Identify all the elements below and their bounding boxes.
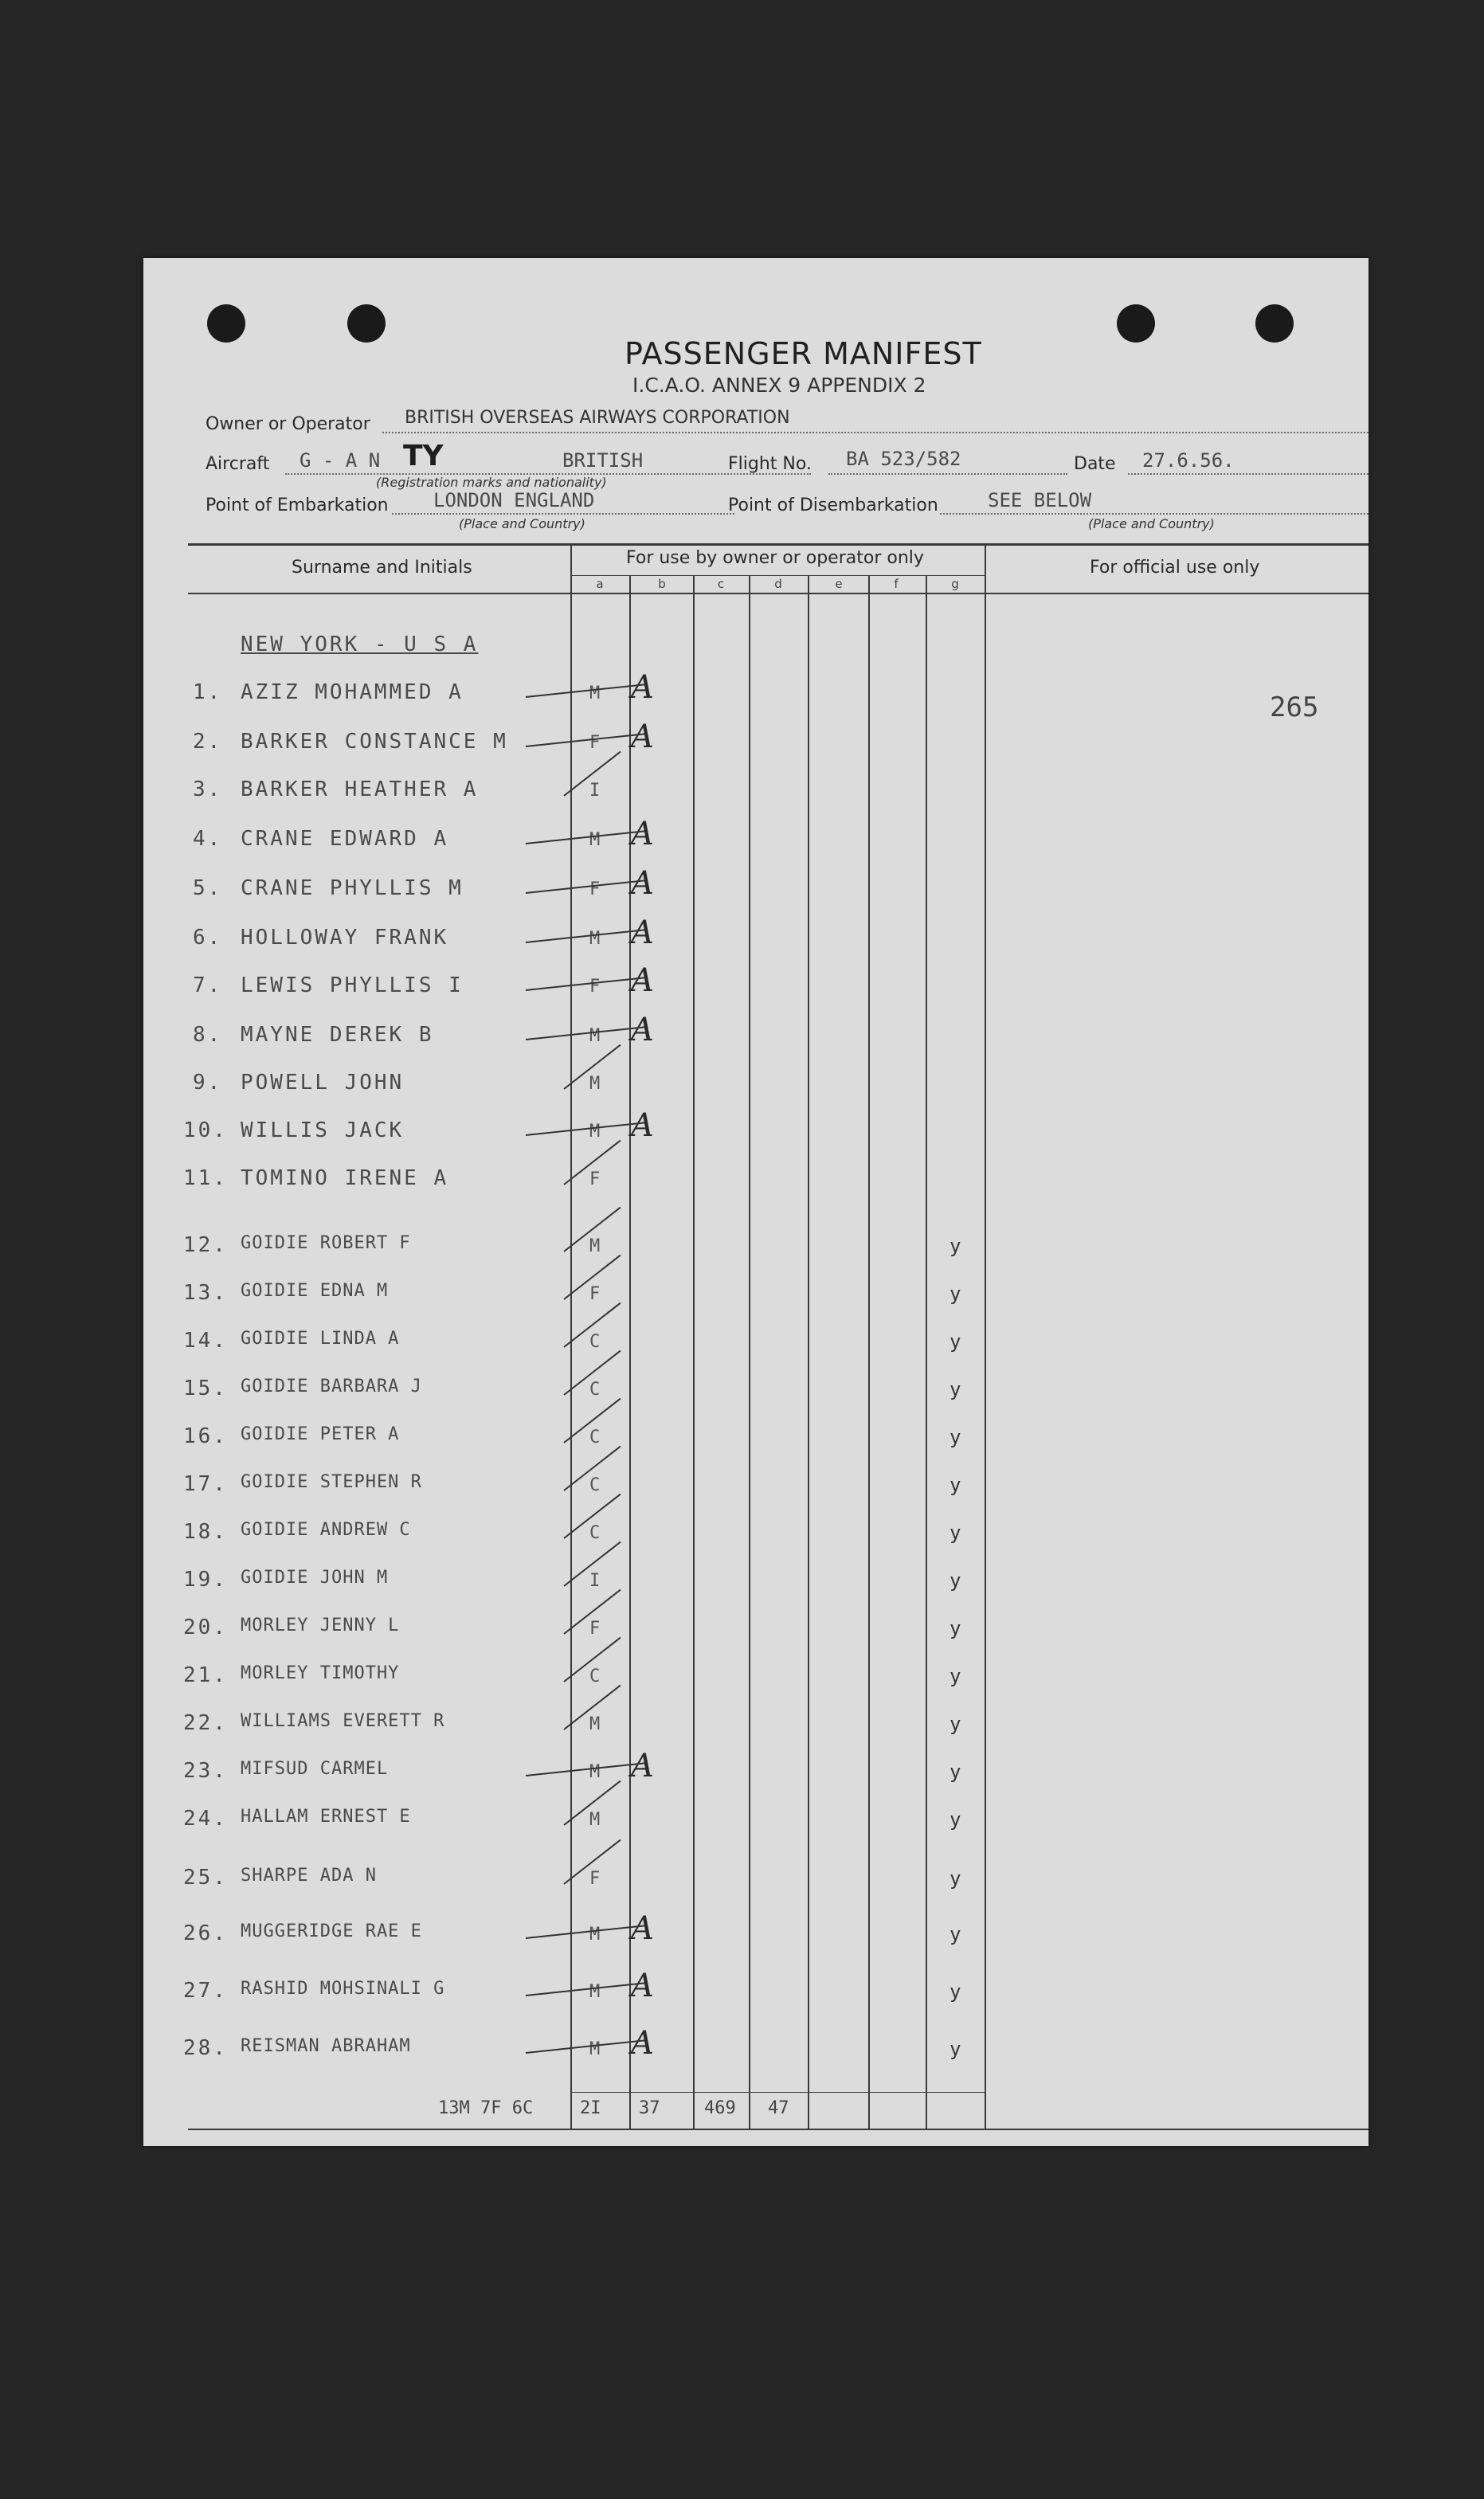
- tick-stroke: [563, 1446, 621, 1491]
- column-g-value: y: [950, 1235, 961, 1257]
- handwritten-mark: A: [631, 2025, 654, 2062]
- aircraft-value: G - A N: [300, 449, 381, 472]
- passenger-name: GOIDIE EDNA M: [241, 1281, 389, 1301]
- handwritten-mark: A: [631, 1012, 654, 1048]
- row-number: 1.: [193, 680, 223, 704]
- sex-code: I: [589, 781, 601, 801]
- tick-stroke: [563, 1398, 621, 1443]
- column-g-value: y: [950, 1474, 961, 1496]
- handwritten-mark: A: [631, 1107, 654, 1144]
- sex-code: I: [589, 1571, 601, 1591]
- column-g-value: y: [950, 1522, 961, 1544]
- row-number: 4.: [193, 827, 223, 851]
- row-number: 21.: [183, 1663, 228, 1687]
- sex-code: M: [589, 2039, 601, 2059]
- subcol-e: e: [835, 577, 843, 591]
- passenger-name: GOIDIE BARBARA J: [241, 1377, 422, 1396]
- row-number: 26.: [183, 1921, 228, 1945]
- sex-code: M: [589, 684, 601, 703]
- flight-label: Flight No.: [728, 454, 812, 474]
- row-number: 6.: [193, 926, 223, 950]
- date-label: Date: [1074, 454, 1116, 474]
- tick-stroke: [563, 1780, 621, 1826]
- manifest-subtitle: I.C.A.O. ANNEX 9 APPENDIX 2: [632, 374, 926, 397]
- sex-code: M: [589, 1074, 601, 1094]
- sex-code: F: [589, 1869, 601, 1889]
- tick-stroke: [526, 1026, 644, 1040]
- totals-b: 37: [639, 2098, 660, 2118]
- column-g-value: y: [950, 1980, 961, 2003]
- tick-stroke: [563, 1255, 621, 1300]
- subcol-d: d: [774, 577, 782, 591]
- col-official-header: For official use only: [1090, 558, 1260, 578]
- col-owner-header: For use by owner or operator only: [626, 548, 924, 568]
- passenger-name: TOMINO IRENE A: [241, 1166, 449, 1190]
- disembarkation-value: SEE BELOW: [988, 489, 1092, 511]
- tick-stroke: [526, 1122, 644, 1136]
- tick-stroke: [563, 1302, 621, 1348]
- column-g-value: y: [950, 1330, 961, 1353]
- passenger-name: BARKER CONSTANCE M: [241, 730, 508, 754]
- handwritten-mark: A: [631, 719, 654, 755]
- handwritten-mark: A: [631, 669, 654, 706]
- handwritten-mark: A: [631, 816, 654, 852]
- row-number: 3.: [193, 778, 223, 801]
- row-number: 27.: [183, 1979, 228, 2003]
- passenger-name: REISMAN ABRAHAM: [241, 2036, 411, 2056]
- passenger-name: MORLEY JENNY L: [241, 1616, 400, 1635]
- sex-code: M: [589, 1925, 601, 1945]
- passenger-name: RASHID MOHSINALI G: [241, 1979, 445, 1999]
- column-g-value: y: [950, 1808, 961, 1831]
- sex-code: C: [589, 1380, 601, 1400]
- row-number: 16.: [183, 1424, 228, 1448]
- totals-summary: 13M 7F 6C: [438, 2098, 534, 2118]
- row-number: 28.: [183, 2036, 228, 2060]
- passenger-name: GOIDIE JOHN M: [241, 1568, 389, 1588]
- disembarkation-note: (Place and Country): [1088, 516, 1215, 531]
- tick-stroke: [563, 1589, 621, 1635]
- column-g-value: y: [950, 1617, 961, 1639]
- column-g-value: y: [950, 1665, 961, 1687]
- column-g-value: y: [950, 1761, 961, 1783]
- official-number: 265: [1270, 691, 1319, 723]
- passenger-name: HALLAM ERNEST E: [241, 1807, 411, 1827]
- sex-code: C: [589, 1475, 601, 1495]
- passenger-name: MORLEY TIMOTHY: [241, 1663, 400, 1683]
- handwritten-mark: A: [631, 865, 654, 902]
- passenger-name: WILLIAMS EVERETT R: [241, 1711, 445, 1731]
- passenger-name: MUGGERIDGE RAE E: [241, 1921, 422, 1941]
- totals-c: 469: [704, 2098, 736, 2118]
- row-number: 10.: [183, 1118, 228, 1142]
- row-number: 8.: [193, 1023, 223, 1047]
- subcol-f: f: [894, 577, 899, 591]
- tick-stroke: [563, 1541, 621, 1587]
- owner-value: BRITISH OVERSEAS AIRWAYS CORPORATION: [405, 408, 790, 428]
- passenger-name: BARKER HEATHER A: [241, 778, 479, 801]
- sex-code: F: [589, 1284, 601, 1304]
- column-g-value: y: [950, 1713, 961, 1735]
- row-number: 25.: [183, 1866, 228, 1890]
- sex-code: M: [589, 1236, 601, 1256]
- passenger-name: CRANE EDWARD A: [241, 827, 449, 851]
- embarkation-note: (Place and Country): [459, 516, 585, 531]
- sex-code: C: [589, 1667, 601, 1686]
- tick-stroke: [563, 1207, 621, 1252]
- sex-code: C: [589, 1332, 601, 1352]
- sex-code: M: [589, 1122, 601, 1142]
- handwritten-mark: A: [631, 1968, 654, 2004]
- subcol-g: g: [951, 577, 959, 591]
- nationality-value: BRITISH: [562, 449, 644, 472]
- tick-stroke: [526, 929, 644, 943]
- tick-stroke: [563, 1044, 621, 1090]
- passenger-name: GOIDIE ANDREW C: [241, 1520, 411, 1540]
- row-number: 17.: [183, 1472, 228, 1496]
- row-number: 24.: [183, 1807, 228, 1831]
- subcol-a: a: [596, 577, 604, 591]
- subcol-b: b: [658, 577, 666, 591]
- row-number: 7.: [193, 973, 223, 997]
- tick-stroke: [526, 977, 644, 991]
- tick-stroke: [563, 1140, 621, 1185]
- sex-code: F: [589, 733, 601, 753]
- passenger-name: MIFSUD CARMEL: [241, 1759, 389, 1779]
- totals-a: 2I: [580, 2098, 601, 2118]
- embarkation-value: LONDON ENGLAND: [433, 489, 595, 511]
- passenger-name: GOIDIE STEPHEN R: [241, 1472, 422, 1492]
- date-value: 27.6.56.: [1142, 449, 1235, 472]
- row-number: 20.: [183, 1616, 228, 1639]
- row-number: 22.: [183, 1711, 228, 1735]
- tick-stroke: [563, 1839, 621, 1885]
- sex-code: M: [589, 830, 601, 850]
- sex-code: C: [589, 1428, 601, 1447]
- passenger-name: LEWIS PHYLLIS I: [241, 973, 464, 997]
- column-g-value: y: [950, 1569, 961, 1592]
- sex-code: M: [589, 1762, 601, 1782]
- row-number: 19.: [183, 1568, 228, 1592]
- passenger-name: AZIZ MOHAMMED A: [241, 680, 464, 704]
- passenger-name: POWELL JOHN: [241, 1071, 405, 1095]
- column-g-value: y: [950, 1923, 961, 1945]
- handwritten-mark: A: [631, 915, 654, 951]
- registration-note: (Registration marks and nationality): [376, 475, 607, 490]
- totals-d: 47: [768, 2098, 789, 2118]
- row-number: 14.: [183, 1329, 228, 1353]
- tick-stroke: [526, 879, 644, 894]
- row-number: 18.: [183, 1520, 228, 1544]
- tick-stroke: [526, 684, 644, 698]
- tick-stroke: [526, 1762, 644, 1776]
- owner-label: Owner or Operator: [206, 414, 370, 434]
- column-g-value: y: [950, 1378, 961, 1400]
- passenger-name: GOIDIE LINDA A: [241, 1329, 400, 1349]
- sex-code: F: [589, 1619, 601, 1639]
- row-number: 11.: [183, 1166, 228, 1190]
- sex-code: F: [589, 1169, 601, 1189]
- passenger-name: CRANE PHYLLIS M: [241, 876, 464, 900]
- flight-value: BA 523/582: [846, 448, 961, 470]
- tick-stroke: [526, 1982, 644, 1996]
- totals-rule: [570, 2092, 985, 2093]
- column-g-value: y: [950, 1426, 961, 1448]
- col-surname-header: Surname and Initials: [292, 558, 472, 578]
- row-number: 9.: [193, 1071, 223, 1095]
- sex-code: M: [589, 1026, 601, 1046]
- aircraft-handwritten: TY: [403, 440, 444, 472]
- passenger-name: WILLIS JACK: [241, 1118, 405, 1142]
- tick-stroke: [526, 2039, 644, 2054]
- sex-code: M: [589, 1714, 601, 1734]
- sex-code: M: [589, 1810, 601, 1830]
- tick-marks: [143, 258, 1368, 2146]
- handwritten-mark: A: [631, 962, 654, 999]
- tick-stroke: [563, 1685, 621, 1730]
- manifest-title: PASSENGER MANIFEST: [625, 336, 982, 371]
- tick-stroke: [526, 1925, 644, 1939]
- destination-heading: NEW YORK - U S A: [241, 633, 479, 656]
- row-number: 12.: [183, 1233, 228, 1257]
- row-number: 15.: [183, 1377, 228, 1400]
- passenger-name: GOIDIE ROBERT F: [241, 1233, 411, 1253]
- embarkation-label: Point of Embarkation: [206, 495, 389, 515]
- manifest-sheet: [143, 258, 1368, 2146]
- tick-stroke: [563, 1637, 621, 1682]
- row-number: 5.: [193, 876, 223, 900]
- passenger-name: HOLLOWAY FRANK: [241, 926, 449, 950]
- sex-code: M: [589, 929, 601, 949]
- tick-stroke: [563, 751, 621, 797]
- subcol-c: c: [717, 577, 725, 591]
- column-g-value: y: [950, 1867, 961, 1890]
- column-g-value: y: [950, 1283, 961, 1305]
- sex-code: F: [589, 879, 601, 899]
- tick-stroke: [526, 830, 644, 844]
- tick-stroke: [563, 1350, 621, 1396]
- handwritten-mark: A: [631, 1748, 654, 1784]
- handwritten-mark: A: [631, 1910, 654, 1947]
- passenger-name: SHARPE ADA N: [241, 1866, 377, 1886]
- tick-stroke: [563, 1494, 621, 1539]
- row-number: 23.: [183, 1759, 228, 1783]
- disembarkation-label: Point of Disembarkation: [728, 495, 938, 515]
- row-number: 13.: [183, 1281, 228, 1305]
- sex-code: C: [589, 1523, 601, 1543]
- sex-code: M: [589, 1982, 601, 2002]
- tick-stroke: [526, 733, 644, 747]
- sex-code: F: [589, 977, 601, 997]
- column-g-value: y: [950, 2038, 961, 2060]
- passenger-name: MAYNE DEREK B: [241, 1023, 434, 1047]
- passenger-name: GOIDIE PETER A: [241, 1424, 400, 1444]
- aircraft-label: Aircraft: [206, 454, 270, 474]
- row-number: 2.: [193, 730, 223, 754]
